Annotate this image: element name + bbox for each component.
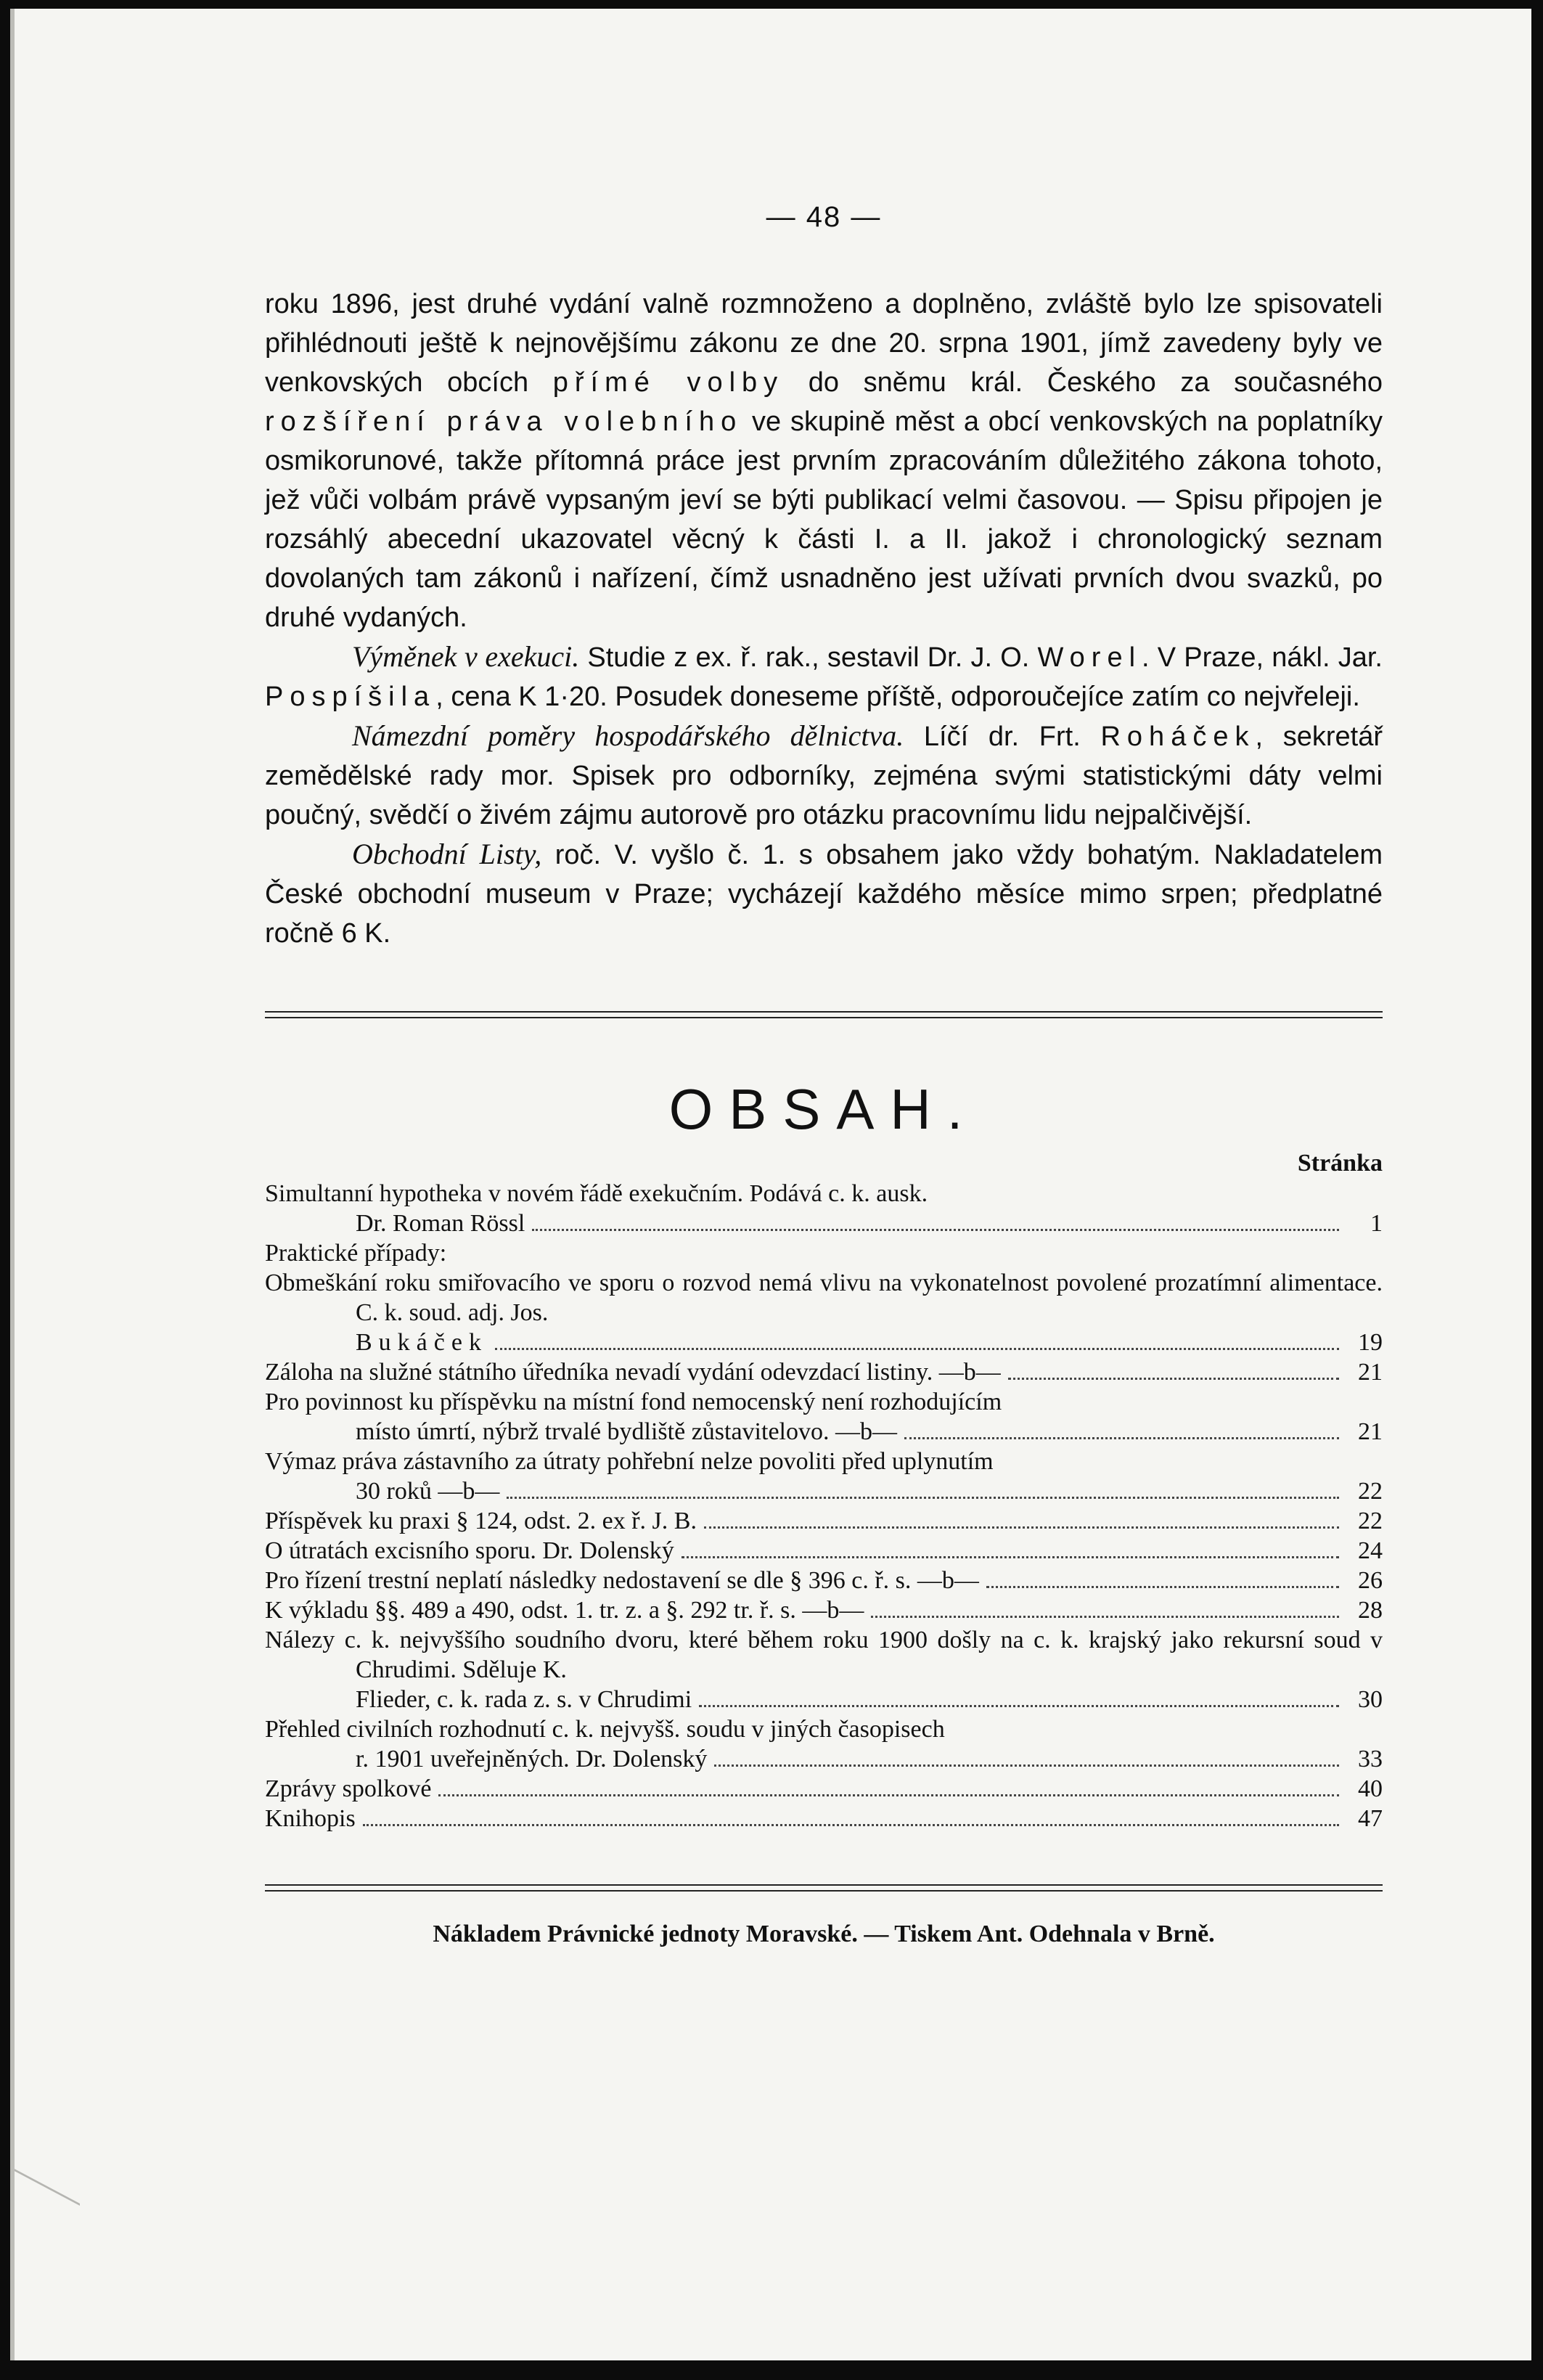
toc-entry: místo úmrtí, nýbrž trvalé bydliště zůstavitelovo. —b— 21 xyxy=(356,1418,1383,1445)
toc-page-number: 21 xyxy=(1358,1418,1383,1445)
toc-page-number: 19 xyxy=(1358,1329,1383,1356)
dot-leader xyxy=(507,1497,1339,1499)
toc-entry: Flieder, c. k. rada z. s. v Chrudimi 30 xyxy=(356,1686,1383,1713)
dot-leader xyxy=(1008,1378,1339,1380)
page xyxy=(10,9,1531,2360)
toc-entry-text: Obmeškání roku smiřovacího ve sporu o rozvod nemá vlivu na vykonatelnost povolené prozatímní alimentace. C. k. soud. adj. Jos. xyxy=(265,1269,1383,1326)
toc-entry: Příspěvek ku praxi § 124, odst. 2. ex ř. J. B. 22 xyxy=(265,1508,1383,1534)
dot-leader xyxy=(699,1705,1339,1707)
toc-entry: Zprávy spolkové 40 xyxy=(265,1775,1383,1802)
toc-page-number: 30 xyxy=(1358,1686,1383,1713)
scan-artifact xyxy=(15,2169,80,2380)
footer-divider xyxy=(265,1884,1383,1892)
toc-page-number: 47 xyxy=(1358,1805,1383,1832)
section-divider xyxy=(265,1011,1383,1018)
paragraph-4: Obchodní Listy, roč. V. vyšlo č. 1. s obsahem jako vždy bohatým. Nakladatelem České obchodní museum v Praze; vycházejí každého měsíce mimo srpen; předplatné ročně 6 K. xyxy=(265,838,1383,949)
toc-entry-text: Výmaz práva zástavního za útraty pohřební nelze povoliti před uplynutím xyxy=(265,1448,994,1475)
dot-leader xyxy=(532,1229,1339,1231)
dot-leader xyxy=(704,1526,1339,1529)
imprint: Nákladem Právnické jednoty Moravské. — Tiskem Ant. Odehnala v Brně. xyxy=(433,1921,1215,1947)
toc-page-number: 26 xyxy=(1358,1567,1383,1594)
dot-leader xyxy=(682,1556,1339,1558)
toc-entry: O útratách excisního sporu. Dr. Dolenský 24 xyxy=(265,1537,1383,1564)
toc-entry: 30 roků —b— 22 xyxy=(356,1478,1383,1505)
toc-page-number: 24 xyxy=(1358,1537,1383,1564)
review-section xyxy=(265,285,1383,953)
toc-entry-text: Přehled civilních rozhodnutí c. k. nejvyšš. soudu v jiných časopisech xyxy=(265,1716,945,1743)
toc-entry-text: Praktické případy: xyxy=(265,1240,447,1267)
toc-entry: r. 1901 uveřejněných. Dr. Dolenský 33 xyxy=(356,1746,1383,1772)
toc-entry: K výkladu §§. 489 a 490, odst. 1. tr. z. a §. 292 tr. ř. s. —b— 28 xyxy=(265,1597,1383,1624)
paragraph-2: Výměnek v exekuci. Studie z ex. ř. rak., sestavil Dr. J. O. Worel. V Praze, nákl. Jar. Pospíšila, cena K 1·20. Posudek doneseme příště, odporoučejíce zatím co nejvřeleji. xyxy=(265,640,1383,712)
toc-page-column-header: Stránka xyxy=(1297,1150,1383,1177)
toc-page-number: 28 xyxy=(1358,1597,1383,1624)
dot-leader xyxy=(438,1794,1339,1796)
dot-leader xyxy=(986,1586,1339,1588)
table-of-contents xyxy=(265,1179,1383,1833)
toc-page-number: 1 xyxy=(1370,1210,1383,1237)
toc-page-number: 22 xyxy=(1358,1508,1383,1534)
toc-entry-text: Nálezy c. k. nejvyššího soudního dvoru, které během roku 1900 došly na c. k. krajský jako rekursní soud v Chrudimi. Sděluje K. xyxy=(265,1627,1383,1683)
dot-leader xyxy=(363,1824,1339,1826)
toc-entry: Dr. Roman Rössl 1 xyxy=(356,1210,1383,1237)
toc-entry-text: Simultanní hypotheka v novém řádě exekučním. Podává c. k. ausk. xyxy=(265,1180,928,1207)
toc-title: OBSAH. xyxy=(668,1077,979,1141)
dot-leader xyxy=(904,1437,1339,1439)
toc-page-number: 21 xyxy=(1358,1359,1383,1386)
toc-page-number: 22 xyxy=(1358,1478,1383,1505)
toc-entry: Záloha na služné státního úředníka nevadí vydání odevzdací listiny. —b— 21 xyxy=(265,1359,1383,1386)
toc-entry: Pro řízení trestní neplatí následky nedostavení se dle § 396 c. ř. s. —b— 26 xyxy=(265,1567,1383,1594)
paragraph-1: roku 1896, jest druhé vydání valně rozmnoženo a doplněno, zvláště bylo lze spisovateli přihlédnouti ještě k nejnovějšímu zákonu ze dne 20. srpna 1901, jímž zavedeny byly ve venkovských obcích přímé volby do sněmu král. Českého za současného rozšíření práva volebního ve skupině měst a obcí venkovských na poplatníky osmikorunové, takže přítomná práce jest prvním zpracováním důležitého zákona tohoto, jež vůči volbám právě vypsaným jeví se býti publikací velmi časovou. — Spisu připojen je rozsáhlý abecední ukazovatel věcný k části I. a II. jakož i chronologický seznam dovolaných tam zákonů i nařízení, čímž usnadněno jest užívati prvních dvou svazků, po druhé vydaných. xyxy=(265,289,1383,633)
toc-page-number: 33 xyxy=(1358,1746,1383,1772)
page-content xyxy=(265,201,1383,1948)
page-number: — 48 — xyxy=(766,201,882,233)
toc-entry-text: Pro povinnost ku příspěvku na místní fond nemocenský není rozhodujícím xyxy=(265,1389,1002,1415)
toc-page-number: 40 xyxy=(1358,1775,1383,1802)
toc-entry: Bukáček 19 xyxy=(356,1329,1383,1356)
paragraph-3: Námezdní poměry hospodářského dělnictva. Líčí dr. Frt. Roháček, sekretář zemědělské rady mor. Spisek pro odborníky, zejména svými statistickými dáty velmi poučný, svědčí o živém zájmu autorově pro otázku pracovnímu lidu nejpalčivější. xyxy=(265,719,1383,830)
toc-entry: Knihopis 47 xyxy=(265,1805,1383,1832)
dot-leader xyxy=(871,1616,1339,1618)
dot-leader xyxy=(495,1348,1339,1350)
dot-leader xyxy=(714,1764,1339,1767)
